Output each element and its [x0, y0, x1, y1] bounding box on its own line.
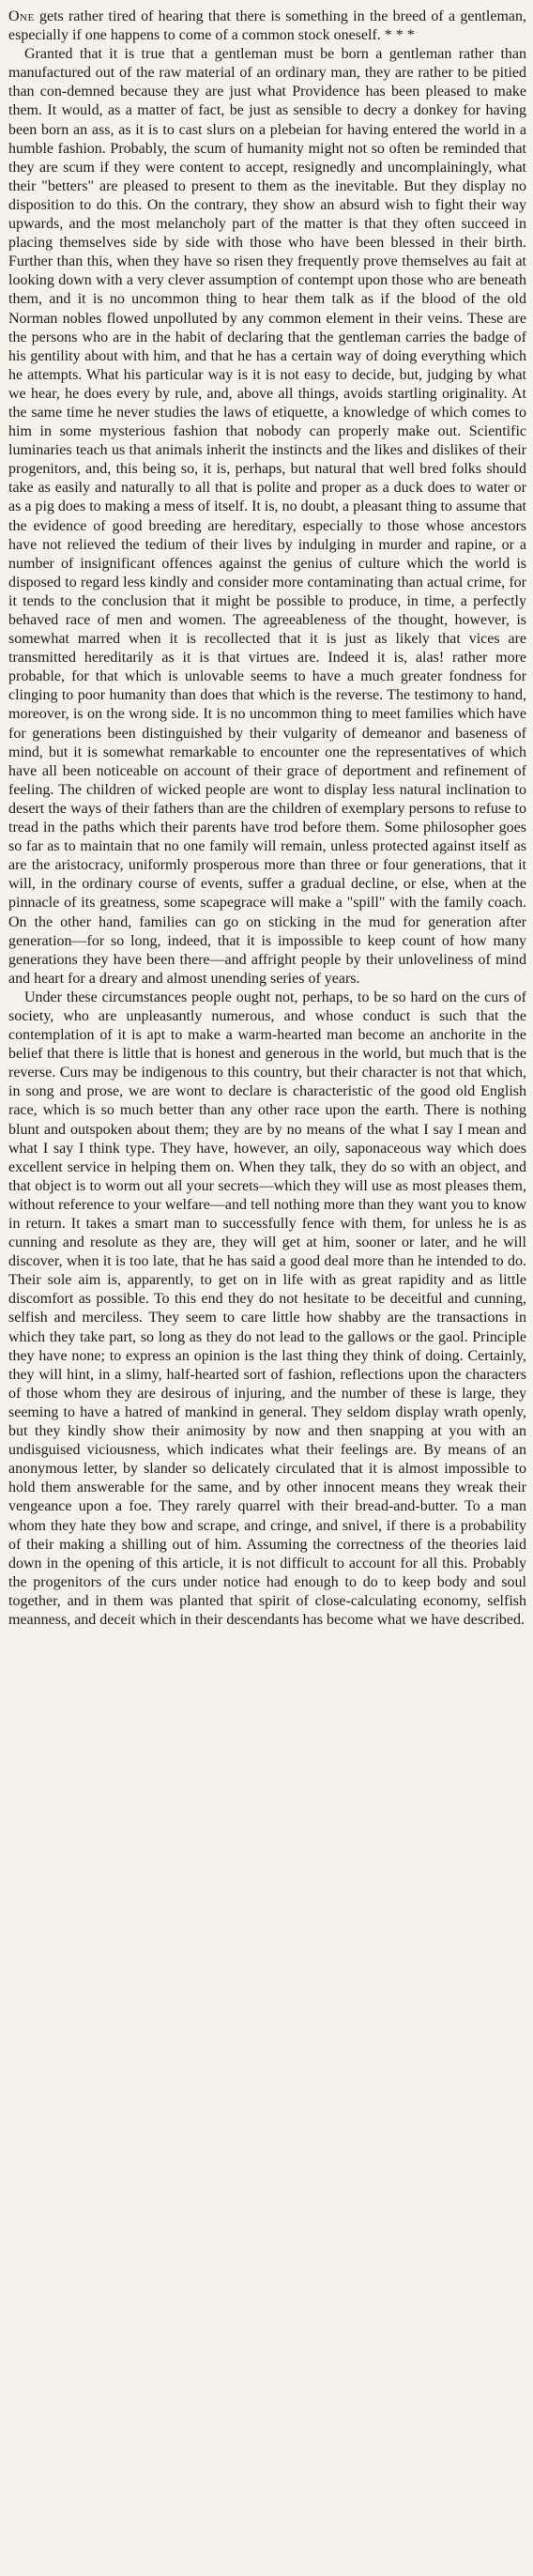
- article-body: [8, 8, 526, 1630]
- opening-word: One: [8, 8, 35, 24]
- article-paragraph-1: [8, 8, 526, 45]
- article-paragraph-2: Granted that it is true that a gentleman must be born a gentleman rather than manufactured out of the raw material of an ordinary man, they are rather to be pitied than con-demned because they are just what Providence has been pleased to make them. It would, as a matter of fact, be just as sensible to decry a donkey for having been born an ass, as it is to cast slurs on a plebeian for having entered the world in a humble fashion. Probably, the scum of humanity might not so often be reminded that they are scum if they were content to accept, resignedly and uncomplainingly, what their "betters" are pleased to present to them as the inevitable. But they display no disposition to do this. On the contrary, they show an absurd wish to fight their way upwards, and the most melancholy part of the matter is that they often succeed in placing themselves side by side with those who have been blessed in their birth. Further than this, when they have so risen they frequently prove themselves au fait at looking down with a very clever assumption of contempt upon those who are beneath them, and it is no uncommon thing to hear them talk as if the blood of the old Norman nobles flowed unpolluted by any common element in their veins. These are the persons who are in the habit of declaring that the gentleman carries the badge of his gentility about with him, and that he has a certain way of doing everything which he attempts. What his particular way is it is not easy to decide, but, judging by what we hear, he does every by rule, and, above all things, avoids startling originality. At the same time he never studies the laws of etiquette, a knowledge of which comes to him in some mysterious fashion that nobody can properly make out. Scientific luminaries teach us that animals inherit the instincts and the likes and dislikes of their progenitors, and, this being so, it is, perhaps, but natural that well bred folks should take as easily and naturally to all that is polite and proper as a duck does to water or as a pig does to making a mess of itself. It is, no doubt, a pleasant thing to assume that the evidence of good breeding are hereditary, especially to those whose ancestors have not relieved the tedium of their lives by indulging in murder and rapine, or a number of insignificant offences against the genius of culture which the world is disposed to regard less kindly and consider more contaminating than actual crime, for it tends to the conclusion that it might be possible to produce, in time, a perfectly behaved race of men and women. The agreeableness of the thought, however, is somewhat marred when it is recollected that it is just as likely that vices are transmitted hereditarily as it is that virtues are. Indeed it is, alas! rather more probable, for that which is unlovable seems to have a much greater fondness for clinging to poor humanity than does that which is the reverse. The testimony to hand, moreover, is on the wrong side. It is no uncommon thing to meet families which have for generations been distinguished by their vulgarity of demeanor and baseness of mind, but it is somewhat remarkable to encounter one the representatives of which have all been noticeable on account of their grace of deportment and refinement of feeling. The children of wicked people are wont to display less natural inclination to desert the ways of their fathers than are the children of exemplary persons to refuse to tread in the paths which their parents have trod before them. Some philosopher goes so far as to maintain that no one family will remain, unless protected against itself as are the aristocracy, uniformly prosperous more than three or four generations, that it will, in the ordinary course of events, suffer a gradual decline, or else, when at the pinnacle of its greatness, some scapegrace will make a "spill" with the family coach. On the other hand, families can go on sticking in the mud for generation after generation—for so long, indeed, that it is impossible to keep count of how many generations they have been there—and affright people by their unloveliness of mind and heart for a dreary and almost unending series of years.: [8, 46, 526, 987]
- paragraph-text: gets rather tired of hearing that there is something in the breed of a gentleman, especially if one happens to come of a common stock oneself. * * *: [8, 8, 526, 44]
- article-paragraph-3: Under these circumstances people ought not, perhaps, to be so hard on the curs of society, who are unpleasantly numerous, and whose conduct is such that the contemplation of it is apt to make a warm-hearted man become an anchorite in the belief that there is little that is honest and generous in the world, but much that is the reverse. Curs may be indigenous to this country, but their character is not that which, in song and prose, we are wont to declare is characteristic of the good old English race, which is so much better than any other race upon the earth. There is nothing blunt and outspoken about them; they are by no means of the what I say I mean and what I say I think type. They have, however, an oily, saponaceous way which does excellent service in helping them on. When they talk, they do so with an object, and that object is to worm out all your secrets—which they will use as most pleases them, without reference to your welfare—and tell nothing more than they want you to know in return. It takes a smart man to successfully fence with them, for unless he is as cunning and resolute as they are, they will get at him, sooner or later, and he will discover, when it is too late, that he has said a good deal more than he intended to do. Their sole aim is, apparently, to get on in life with as great rapidity and as little discomfort as possible. To this end they do not hesitate to be deceitful and cunning, selfish and merciless. They seem to care little how shabby are the transactions in which they take part, so long as they do not lead to the gallows or the gaol. Principle they have none; to express an opinion is the last thing they think of doing. Certainly, they will hint, in a slimy, half-hearted sort of fashion, reflections upon the characters of those whom they are desirous of injuring, and the number of these is large, they seeming to have a hatred of mankind in general. They seldom display wrath openly, but they kindly show their animosity by now and then snapping at you with an undisguised viciousness, which indicates what their feelings are. By means of an anonymous letter, by slander so delicately circulated that it is almost impossible to hold them answerable for the same, and by other innocent means they wreak their vengeance upon a foe. They rarely quarrel with their bread-and-butter. To a man whom they hate they bow and scrape, and cringe, and snivel, if there is a probability of their making a shilling out of him. Assuming the correctness of the theories laid down in the opening of this article, it is not difficult to account for all this. Probably the progenitors of the curs under notice had enough to do to keep body and soul together, and in them was planted that spirit of close-calculating economy, selfish meanness, and deceit which in their descendants has become what we have described.: [8, 989, 526, 1628]
